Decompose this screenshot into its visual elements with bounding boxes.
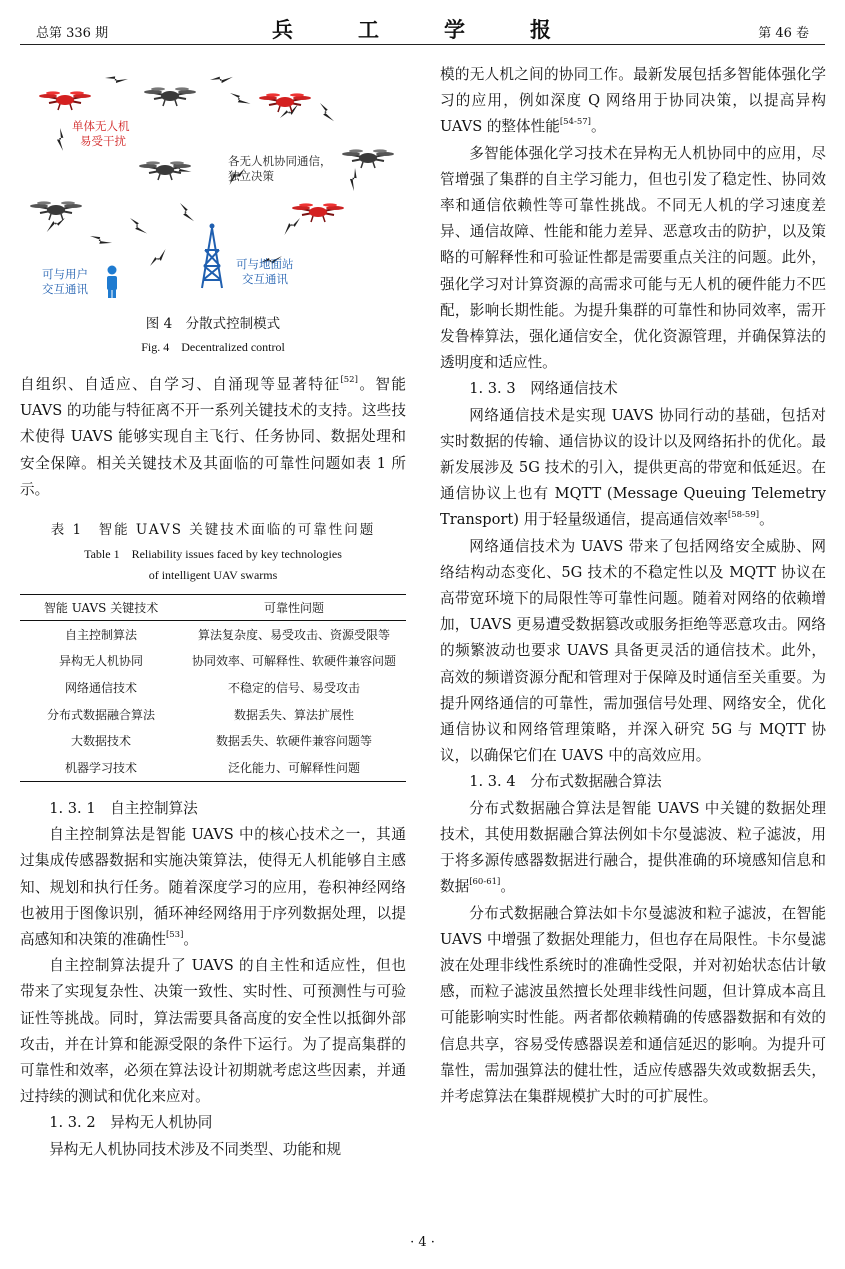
table-row [20,674,406,701]
drone-red-icon [292,203,344,222]
figure-decentralized-control [20,58,406,298]
table-row [20,621,406,648]
drone-icon [30,201,82,220]
table-caption-en-1: Table 1 Reliability issues faced by key technologies [84,547,342,561]
table-cell: 算法复杂度、易受攻击、资源受限等 [198,627,391,642]
communication-links [44,71,362,266]
drone-red-icon [259,93,311,112]
paragraph: 模的无人机之间的协同工作。最新发展包括多智能体强化学习的应用，例如深度 Q 网络用于协同决策，以提高异构 UAVS 的整体性能[54-57]。 [440,66,826,136]
table-cell: 数据丢失、算法扩展性 [234,707,355,722]
table-header-row [20,595,406,621]
table-reliability-issues [20,594,406,782]
table-cell: 机器学习技术 [20,754,182,781]
drone-icon [342,149,394,168]
paragraph: 多智能体强化学习技术在异构无人机协同中的应用，尽管增强了集群的自主学习能力，但也引发了稳定性、协同效率和通信依赖性等可靠性挑战。不同无人机的学习速度差异、通信故障、性能和能力差异、恶意攻击的防护，以及策略的可解释性和可验证性都是需要重点关注的问题。此外，强化学习对计算资源的高需求可能与无人机的硬件能力不匹配，影响长期性能。为提升集群的可靠性和协同效率，需开发鲁棒算法，强化通信安全，优化资源管理，并确保算法的透明度和适应性。 [440,144,826,372]
table-caption-cn: 表 1 智能 UAVS 关键技术面临的可靠性问题 [50,522,376,538]
journal-title: 兵 工 学 报 [272,17,573,42]
table-cell: 大数据技术 [71,734,132,749]
table-row [20,754,406,781]
table-row [20,648,406,675]
table-cell: 泛化能力、可解释性问题 [182,754,406,781]
label-ground-2: 交互通讯 [242,272,288,286]
drone-icon [144,87,196,106]
ground-station-icon [202,224,222,289]
paragraph: 分布式数据融合算法是智能 UAVS 中关键的数据处理技术，其使用数据融合算法例如卡尔曼滤波、粒子滤波，用于将多源传感器数据进行融合，提供准确的环境感知信息和数据[60-61]。 [440,799,826,896]
paragraph: 自组织、自适应、自学习、自涌现等显著特征[52]。智能 UAVS 的功能与特征离不开一系列关键技术的支持。这些技术使得 UAVS 能够实现自主飞行、任务协同、数据处理和安全保障。相关关键技术及其面临的可靠性问题如表 1 所示。 [20,375,406,498]
header-rule [20,44,825,45]
label-user-1: 可与用户 [42,267,88,281]
paragraph: 网络通信技术为 UAVS 带来了包括网络安全威胁、网络结构动态变化、5G 技术的不稳定性以及 MQTT 协议在高带宽环境下的局限性等可靠性问题。随着对网络的依赖增加，UAVS 更易遭受数据篡改或服务拒绝等恶意攻击。网络的频繁波动也要求 UAVS 具备更灵活的通信技术。此外，高效的频谱资源分配和管理对于保障及时通信至关重要。为提升网络通信的可靠性，需加强信号处理、网络安全，优化通信协议和网络管理策略，并深入研究 5G 与 MQTT 协议，以确保它们在 UAVS 中的高效应用。 [440,537,826,765]
label-user-2: 交互通讯 [42,282,88,296]
table-row [20,727,406,754]
label-coop-1: 各无人机协同通信， [228,154,332,168]
table-caption-en-2: of intelligent UAV swarms [148,568,278,582]
section-heading: 1. 3. 3 网络通信技术 [469,380,618,398]
page-number: · 4 · [410,1235,435,1250]
paragraph: 分布式数据融合算法如卡尔曼滤波和粒子滤波，在智能 UAVS 中增强了数据处理能力，但也存在局限性。卡尔曼滤波在处理非线性系统时的准确性受限，并对初始状态估计敏感，而粒子滤波虽然擅长处理非线性问题，但计算成本高且可能影响实时性能。两者都依赖精确的传感器数据和有效的信息共享，容易受传感器误差和通信延迟的影响。为提升可靠性，需加强算法的健壮性，适应传感器失效或数据丢失，并考虑算法在集群规模扩大时的可扩展性。 [440,904,826,1105]
drone-red-icon [39,91,91,110]
table-header-cell: 智能 UAVS 关键技术 [20,595,182,621]
table-header-cell: 可靠性问题 [182,595,406,621]
table-cell: 协同效率、可解释性、软硬件兼容问题 [192,654,397,669]
table-cell: 分布式数据融合算法 [47,707,156,722]
section-heading: 1. 3. 4 分布式数据融合算法 [469,773,662,791]
user-icon [107,266,117,299]
table-cell: 异构无人机协同 [59,654,144,669]
label-ground-1: 可与地面站 [236,257,294,271]
table-cell: 网络通信技术 [65,680,138,695]
left-column-bottom [20,796,406,1163]
volume-number: 第 46 卷 [758,26,809,41]
running-header [0,0,845,46]
issue-number: 总第 336 期 [36,26,109,41]
figure-caption-cn: 图 4 分散式控制模式 [145,316,281,332]
table-row [20,701,406,728]
paragraph: 网络通信技术是实现 UAVS 协同行动的基础，包括对实时数据的传输、通信协议的设计以及网络拓扑的优化。最新发展涉及 5G 技术的引入，提供更高的带宽和低延迟。在通信协议上也有 MQTT (Message Queuing Telemetry Transport) 用于轻量级通信，提高通信效率[58-59]。 [440,406,826,529]
right-column [440,62,826,1110]
paragraph: 异构无人机协同技术涉及不同类型、功能和规 [49,1140,342,1158]
figure-caption-en: Fig. 4 Decentralized control [141,340,285,354]
paragraph: 自主控制算法是智能 UAVS 中的核心技术之一，其通过集成传感器数据和实施决策算法，使得无人机能够自主感知、规划和执行任务。随着深度学习的应用，卷积神经网络也被用于图像识别，循环神经网络用于序列数据处理，以提高感知和决策的准确性[53]。 [20,826,406,949]
table-cell: 数据丢失、软硬件兼容问题等 [216,734,373,749]
section-heading: 1. 3. 2 异构无人机协同 [49,1114,213,1132]
left-column-top [20,372,406,503]
paragraph: 自主控制算法提升了 UAVS 的自主性和适应性，但也带来了实现复杂性、决策一致性、实时性、可预测性与可验证性等挑战。同时，算法需要具备高度的安全性以抵御外部攻击，并在计算和能源受限的条件下运行。为了提高集群的可靠性和效率，必须在算法设计初期就考虑这些因素，并通过持续的测试和优化来应对。 [20,957,406,1106]
table-cell: 自主控制算法 [65,627,138,642]
label-jam-1: 单体无人机 [72,119,130,133]
label-coop-2: 独立决策 [228,169,274,183]
label-jam-2: 易受干扰 [80,134,126,148]
table-cell: 不稳定的信号、易受攻击 [228,680,361,695]
figure-illustration [20,58,406,298]
section-heading: 1. 3. 1 自主控制算法 [49,800,198,817]
